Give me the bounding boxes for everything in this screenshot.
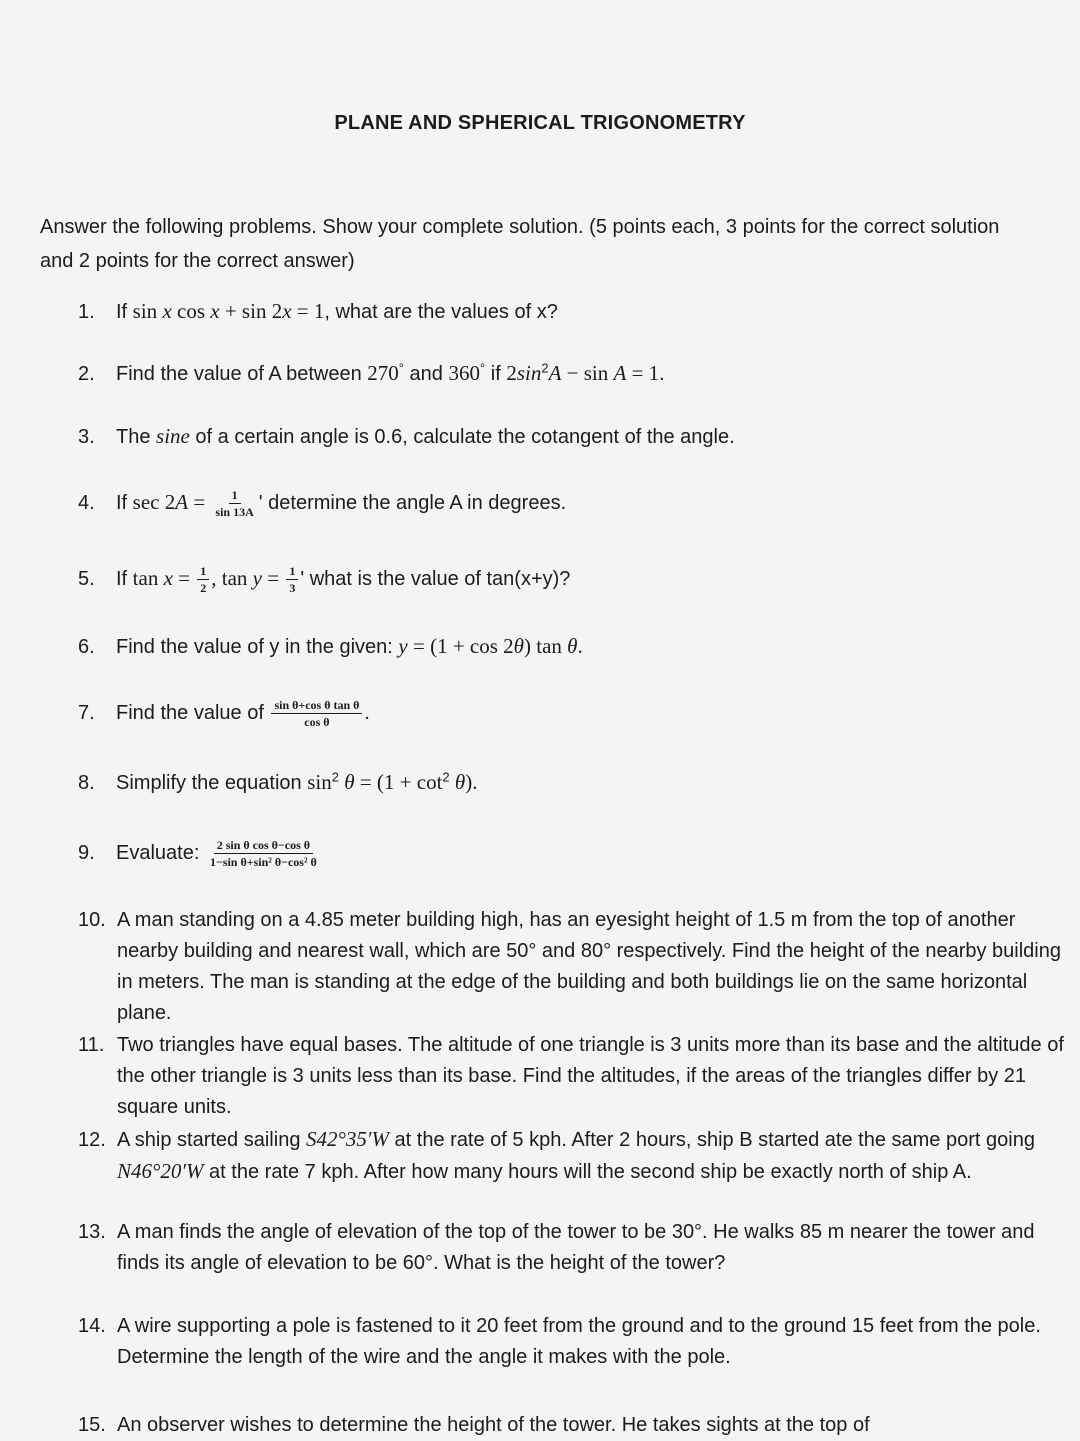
problem-14: 14. A wire supporting a pole is fastened to it 20 feet from the ground and to the ground 15 feet from the pole. Determine the length of the wire and the angle it makes with the pole. [78,1311,1077,1373]
problem-5: 5. If tan x = $\frac{1}{2}$ , tan y = $\frac{1}{3}$ ' what is the value of tan(x+y)? [78,564,571,596]
problem-number: 2. [78,363,95,385]
fraction: $\frac{\text{sin θ+cos θ tan θ}}{\text{cos θ}}$ [271,698,362,729]
problem-2: 2. Find the value of A between 270° and 360° if $2\sin^2A - \sin A = 1$. [78,358,665,389]
problem-8: 8. Simplify the equation $\sin^2 \theta = (1 + \cot^2 \theta)$. [78,767,477,798]
problem-11: 11. Two triangles have equal bases. The altitude of one triangle is 3 units more than its base and the altitude of the other triangle is 3 units less than its base. Find the altitudes, if the areas of the triangles differ by 21 square units. [78,1030,1077,1123]
problem-7: 7. Find the value of $\frac{\text{sin θ+cos θ tan θ}}{\text{cos θ}}$ . [78,698,370,730]
fraction: $\frac{\text{2 sin θ cos θ−cos θ}}{\text{1−sin θ+sin² θ−cos² θ}}$ [209,838,317,870]
problem-3: 3. The sine of a certain angle is 0.6, calculate the cotangent of the angle. [78,421,735,452]
problem-number: 6. [78,636,95,658]
problem-number: 13. [78,1221,106,1243]
problem-6: 6. Find the value of y in the given: y = (1 + cos 2θ) tan θ. [78,631,583,662]
problem-12: 12. A ship started sailing S42°35′W at the rate of 5 kph. After 2 hours, ship B started ate the same port going N46°20′W at the rate 7 kph. After how many hours will the second ship be exactly north of ship A. [78,1127,1035,1183]
problem-number: 10. [78,909,106,931]
problem-9: 9. Evaluate: $\frac{\text{2 sin θ cos θ−cos θ}}{\text{1−sin θ+sin² θ−cos² θ}}$ [78,838,322,869]
problem-4: 4. If sec 2A = $\frac{1}{\sin 13A}$ ' determine the angle A in degrees. [78,488,567,520]
problem-number: 9. [78,842,95,864]
problem-number: 14. [78,1315,106,1337]
problem-number: 5. [78,568,95,590]
fraction: $\frac{1}{3}$ [286,564,298,595]
page-title: PLANE AND SPHERICAL TRIGONOMETRY [334,112,746,134]
instructions: Answer the following problems. Show your complete solution. (5 points each, 3 points for the correct solution and 2 points for the correct answer) [40,216,1000,272]
problem-15: 15. An observer wishes to determine the height of the tower. He takes sights at the top of [78,1410,1038,1441]
problem-number: 1. [78,301,95,323]
problem-number: 15. [78,1414,106,1436]
problem-number: 4. [78,492,95,514]
problem-13: 13. A man finds the angle of elevation of the top of the tower to be 30°. He walks 85 m nearer the tower and finds its angle of elevation to be 60°. What is the height of the tower? [78,1217,1077,1279]
problem-1: 1. If sin x cos x + sin 2x = 1, what are the values of x? [78,296,558,327]
fraction: $\frac{1}{2}$ [197,564,209,595]
problem-number: 3. [78,426,95,448]
problem-10: 10. A man standing on a 4.85 meter building high, has an eyesight height of 1.5 m from the top of another nearby building and nearest wall, which are 50° and 80° respectively. Find the height of the nearby building in meters. The man is standing at the edge of the building and both buildings lie on the same horizontal plane. [78,905,1077,1029]
problem-number: 11. [78,1034,105,1056]
problem-number: 7. [78,702,95,724]
problem-number: 12. [78,1129,106,1151]
fraction: $\frac{1}{\sin 13A}$ [215,488,254,520]
problem-number: 8. [78,772,95,794]
